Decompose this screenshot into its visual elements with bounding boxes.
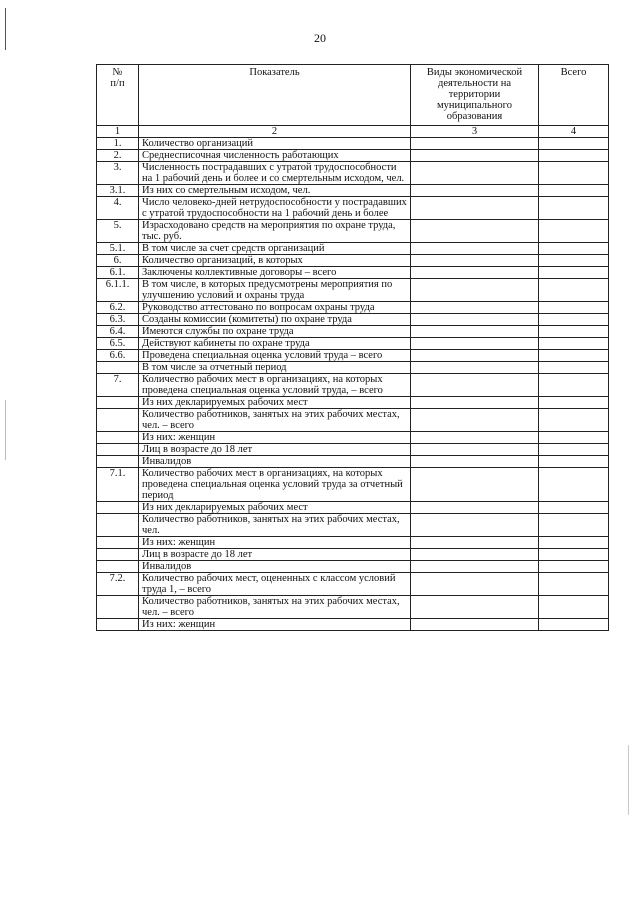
header-num: № п/п [97,65,139,126]
table-row [97,432,609,444]
table-row [97,537,609,549]
row-number: 6.3. [97,314,139,326]
row-number: 7.2. [97,573,139,596]
row-number [97,456,139,468]
row-number: 4. [97,197,139,220]
row-activity-value [411,162,539,185]
row-activity-value [411,267,539,279]
row-number: 1. [97,138,139,150]
scan-margin-mark [5,400,6,460]
row-activity-value [411,456,539,468]
row-indicator-label: Проведена специальная оценка условий труда – всего [139,350,411,362]
row-number: 6. [97,255,139,267]
row-number [97,619,139,631]
row-indicator-label: Количество рабочих мест в организациях, на которых проведена специальная оценка условий труда, – всего [139,374,411,397]
row-activity-value [411,338,539,350]
table-row [97,326,609,338]
row-total-value [539,409,609,432]
table-row [97,302,609,314]
row-indicator-label: Численность пострадавших с утратой трудоспособности на 1 рабочий день и более и со смертельным исходом, чел. [139,162,411,185]
row-indicator-label: В том числе, в которых предусмотрены мероприятия по улучшению условий и охраны труда [139,279,411,302]
row-total-value [539,514,609,537]
row-total-value [539,185,609,197]
table-row [97,338,609,350]
table-row [97,138,609,150]
table-row [97,456,609,468]
row-indicator-label: Руководство аттестовано по вопросам охраны труда [139,302,411,314]
row-indicator-label: Израсходовано средств на мероприятия по охране труда, тыс. руб. [139,220,411,243]
row-number: 3. [97,162,139,185]
row-activity-value [411,537,539,549]
table-row [97,185,609,197]
row-indicator-label: Инвалидов [139,456,411,468]
row-indicator-label: Количество рабочих мест в организациях, на которых проведена специальная оценка условий труда за отчетный период [139,468,411,502]
row-total-value [539,468,609,502]
row-total-value [539,302,609,314]
row-number [97,362,139,374]
table-header-row [97,65,609,126]
row-activity-value [411,243,539,255]
row-total-value [539,138,609,150]
row-number: 7.1. [97,468,139,502]
row-total-value [539,374,609,397]
row-activity-value [411,619,539,631]
row-number [97,502,139,514]
column-index-row [97,126,609,138]
row-indicator-label: Количество работников, занятых на этих рабочих местах, чел. [139,514,411,537]
row-total-value [539,267,609,279]
scan-margin-mark [628,745,629,815]
row-activity-value [411,326,539,338]
row-activity-value [411,573,539,596]
row-number [97,537,139,549]
row-indicator-label: Из них декларируемых рабочих мест [139,397,411,409]
row-total-value [539,150,609,162]
row-indicator-label: В том числе за счет средств организаций [139,243,411,255]
table-row [97,197,609,220]
row-activity-value [411,197,539,220]
row-total-value [539,243,609,255]
table-row [97,444,609,456]
row-indicator-label: Среднесписочная численность работающих [139,150,411,162]
row-activity-value [411,502,539,514]
row-activity-value [411,314,539,326]
row-activity-value [411,220,539,243]
row-indicator-label: Имеются службы по охране труда [139,326,411,338]
column-index: 1 [97,126,139,138]
table-row [97,362,609,374]
table-row [97,514,609,537]
row-total-value [539,573,609,596]
row-indicator-label: Лиц в возрасте до 18 лет [139,549,411,561]
row-total-value [539,502,609,514]
table-row [97,468,609,502]
row-activity-value [411,549,539,561]
row-indicator-label: Из них: женщин [139,432,411,444]
row-activity-value [411,468,539,502]
row-number: 2. [97,150,139,162]
row-activity-value [411,138,539,150]
row-total-value [539,162,609,185]
row-total-value [539,561,609,573]
table-row [97,374,609,397]
row-number: 6.4. [97,326,139,338]
table-row [97,573,609,596]
row-total-value [539,255,609,267]
row-total-value [539,197,609,220]
row-indicator-label: Из них со смертельным исходом, чел. [139,185,411,197]
table-row [97,255,609,267]
row-activity-value [411,432,539,444]
row-total-value [539,596,609,619]
table-row [97,561,609,573]
row-total-value [539,326,609,338]
row-total-value [539,397,609,409]
row-indicator-label: Инвалидов [139,561,411,573]
row-number: 6.1. [97,267,139,279]
header-activity: Виды экономической деятельности на территории муниципального образования [411,65,539,126]
row-number: 6.1.1. [97,279,139,302]
row-indicator-label: Действуют кабинеты по охране труда [139,338,411,350]
row-indicator-label: Лиц в возрасте до 18 лет [139,444,411,456]
table-row [97,409,609,432]
row-total-value [539,537,609,549]
row-total-value [539,444,609,456]
row-total-value [539,279,609,302]
row-number [97,397,139,409]
row-activity-value [411,596,539,619]
row-indicator-label: В том числе за отчетный период [139,362,411,374]
column-index: 2 [139,126,411,138]
table-row [97,267,609,279]
table-row [97,162,609,185]
table-row [97,350,609,362]
row-activity-value [411,444,539,456]
row-activity-value [411,350,539,362]
row-activity-value [411,302,539,314]
column-index: 4 [539,126,609,138]
row-activity-value [411,279,539,302]
row-activity-value [411,185,539,197]
row-indicator-label: Созданы комиссии (комитеты) по охране труда [139,314,411,326]
row-activity-value [411,409,539,432]
column-index: 3 [411,126,539,138]
row-indicator-label: Количество рабочих мест, оцененных с классом условий труда 1, – всего [139,573,411,596]
row-activity-value [411,397,539,409]
row-total-value [539,338,609,350]
page-number: 20 [314,31,326,45]
row-number [97,514,139,537]
row-activity-value [411,362,539,374]
row-activity-value [411,374,539,397]
table-row [97,549,609,561]
table-row [97,596,609,619]
table-row [97,314,609,326]
table-row [97,220,609,243]
row-number [97,596,139,619]
row-indicator-label: Из них: женщин [139,537,411,549]
row-activity-value [411,561,539,573]
row-indicator-label: Количество организаций [139,138,411,150]
row-number: 6.2. [97,302,139,314]
row-total-value [539,456,609,468]
row-number [97,409,139,432]
table-row [97,150,609,162]
row-total-value [539,362,609,374]
row-number: 7. [97,374,139,397]
row-total-value [539,220,609,243]
row-total-value [539,350,609,362]
table-row [97,279,609,302]
row-indicator-label: Из них декларируемых рабочих мест [139,502,411,514]
row-number [97,444,139,456]
row-number: 3.1. [97,185,139,197]
row-indicator-label: Количество работников, занятых на этих рабочих местах, чел. – всего [139,409,411,432]
row-activity-value [411,255,539,267]
table-row [97,397,609,409]
row-activity-value [411,150,539,162]
table-row [97,243,609,255]
row-number [97,432,139,444]
row-total-value [539,314,609,326]
indicators-table [96,64,609,631]
header-total: Всего [539,65,609,126]
header-indicator: Показатель [139,65,411,126]
row-indicator-label: Количество организаций, в которых [139,255,411,267]
row-total-value [539,549,609,561]
row-number: 6.6. [97,350,139,362]
row-indicator-label: Из них: женщин [139,619,411,631]
row-indicator-label: Число человеко-дней нетрудоспособности у пострадавших с утратой трудоспособности на 1 рабочий день и более [139,197,411,220]
row-total-value [539,619,609,631]
row-number [97,549,139,561]
row-indicator-label: Заключены коллективные договоры – всего [139,267,411,279]
row-total-value [539,432,609,444]
row-number: 6.5. [97,338,139,350]
table-row [97,619,609,631]
row-number [97,561,139,573]
row-number: 5. [97,220,139,243]
row-number: 5.1. [97,243,139,255]
table-row [97,502,609,514]
row-indicator-label: Количество работников, занятых на этих рабочих местах, чел. – всего [139,596,411,619]
row-activity-value [411,514,539,537]
